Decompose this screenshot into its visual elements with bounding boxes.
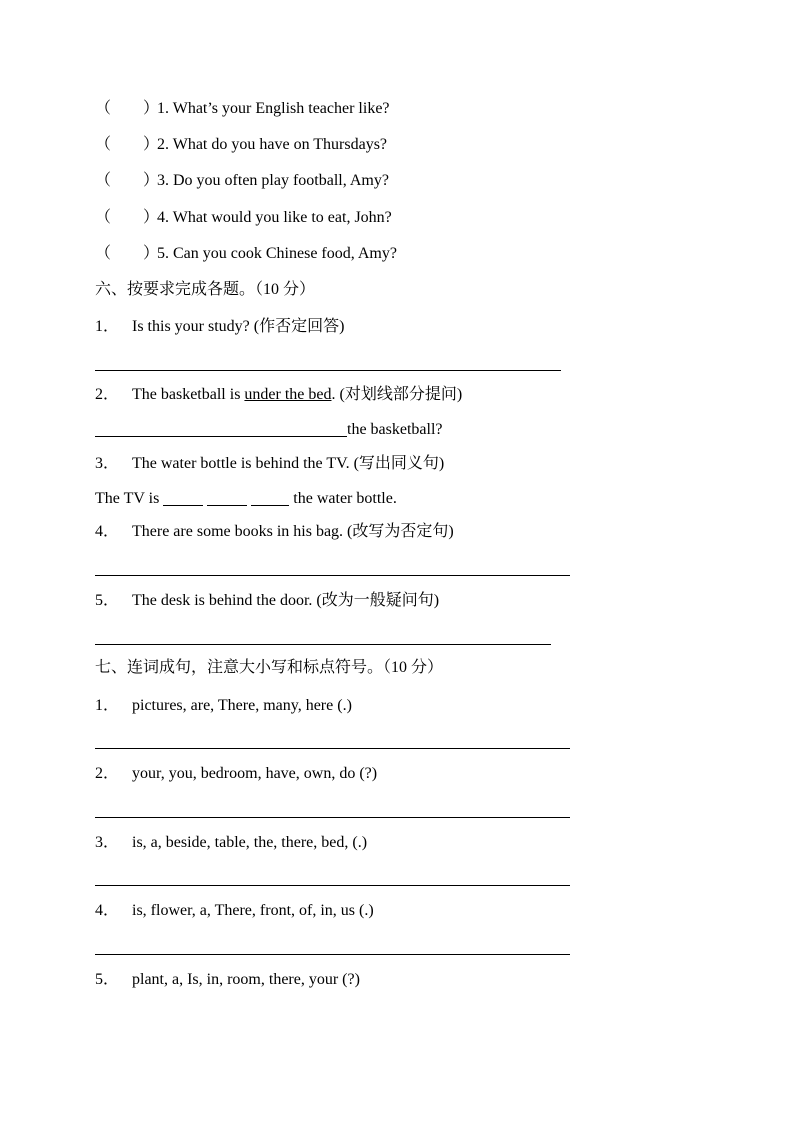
item-number: 2． (95, 386, 120, 403)
answer-line[interactable] (95, 748, 570, 749)
answer-paren[interactable]: （ ） (95, 100, 160, 117)
fill-suffix: the water bottle. (289, 490, 397, 507)
question-text: 4. What would you like to eat, John? (157, 209, 392, 226)
item-number: 5． (95, 592, 120, 609)
answer-line[interactable] (95, 954, 570, 955)
fill-blank[interactable] (207, 489, 247, 506)
s6-item-1 (95, 317, 344, 337)
item-text-pre: The basketball is (132, 386, 245, 403)
answer-paren[interactable]: （ ） (95, 209, 160, 226)
s7-item-5 (95, 970, 360, 990)
fill-blank[interactable] (251, 489, 289, 506)
s6-item-2 (95, 385, 462, 405)
fill-suffix: the basketball? (347, 421, 443, 438)
fill-prefix: The TV is (95, 490, 164, 507)
item-number: 4． (95, 902, 120, 919)
item-text: pictures, are, There, many, here (.) (132, 697, 352, 714)
s7-item-3 (95, 833, 367, 853)
s7-item-4 (95, 901, 374, 921)
item-number: 3． (95, 834, 120, 851)
fill-blank[interactable] (163, 489, 203, 506)
item-text: The desk is behind the door. (改为一般疑问句) (132, 592, 440, 609)
question-text: 5. Can you cook Chinese food, Amy? (157, 245, 397, 262)
item-text: is, flower, a, There, front, of, in, us (.) (132, 902, 374, 919)
item-text: is, a, beside, table, the, there, bed, (.) (132, 834, 368, 851)
s6-item-5 (95, 591, 439, 611)
item-text: Is this your study? (作否定回答) (132, 318, 345, 335)
item-number: 1． (95, 697, 120, 714)
item-number: 5． (95, 971, 120, 988)
answer-paren[interactable]: （ ） (95, 172, 160, 189)
fill-blank[interactable] (95, 420, 347, 437)
question-text: 3. Do you often play football, Amy? (157, 172, 389, 189)
item-text: your, you, bedroom, have, own, do (?) (132, 765, 378, 782)
question-4 (95, 208, 392, 228)
s7-item-1 (95, 696, 352, 716)
answer-line[interactable] (95, 370, 561, 371)
question-2 (95, 135, 387, 155)
answer-paren[interactable]: （ ） (95, 136, 160, 153)
section-7-heading: 七、连词成句，注意大小写和标点符号。（10 分） (95, 659, 444, 676)
item-text-post: . (对划线部分提问) (331, 386, 463, 403)
item-number: 1． (95, 318, 120, 335)
s6-item-4 (95, 522, 454, 542)
answer-line[interactable] (95, 575, 570, 576)
s6-item-3 (95, 454, 444, 474)
question-text: 2. What do you have on Thursdays? (157, 136, 388, 153)
question-5 (95, 244, 397, 264)
answer-line[interactable] (95, 817, 570, 818)
underlined-phrase: under the bed (244, 386, 332, 403)
s6-item-3-fill (95, 489, 397, 509)
item-text: There are some books in his bag. (改写为否定句) (132, 523, 454, 540)
answer-line[interactable] (95, 885, 570, 886)
item-number: 2． (95, 765, 120, 782)
item-text: plant, a, Is, in, room, there, your (?) (132, 971, 360, 988)
question-text: 1. What’s your English teacher like? (157, 100, 390, 117)
item-number: 3． (95, 455, 120, 472)
answer-line[interactable] (95, 644, 551, 645)
s6-item-2-fill (95, 420, 443, 440)
question-3 (95, 171, 389, 191)
item-number: 4． (95, 523, 120, 540)
item-text: The water bottle is behind the TV. (写出同义句) (132, 455, 445, 472)
s7-item-2 (95, 764, 377, 784)
section-6-heading: 六、按要求完成各题。（10 分） (95, 281, 316, 298)
answer-paren[interactable]: （ ） (95, 245, 160, 262)
question-1 (95, 99, 390, 119)
